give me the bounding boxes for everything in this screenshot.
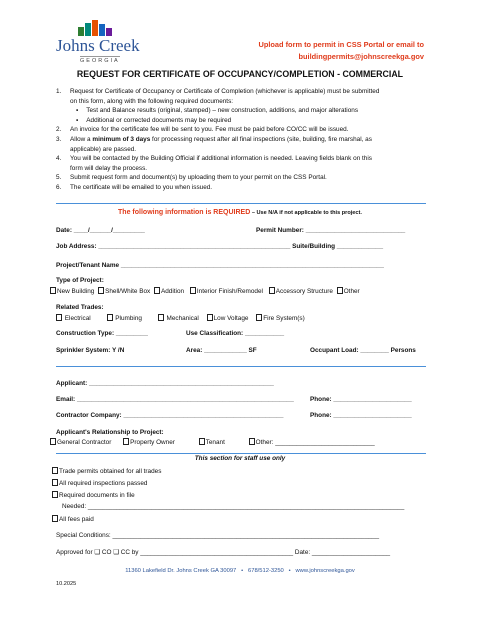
staff-item-label: Required documents in file <box>59 492 135 499</box>
footer-address: 11360 Lakefield Dr. Johns Creek GA 30097 <box>125 568 237 574</box>
emphasis: minimum of 3 days <box>92 136 151 143</box>
checkbox[interactable] <box>158 314 164 321</box>
upload-notice-line1: Upload form to permit in CSS Portal or email to <box>258 40 424 49</box>
logo-name: Johns Creek <box>56 36 140 55</box>
staff-item-label: Trade permits obtained for all trades <box>59 468 162 475</box>
trade-low-voltage: Low Voltage <box>213 315 249 322</box>
email-field[interactable]: Email: _____________________________________________________________ <box>56 396 294 403</box>
instruction-text: on this form, along with the following required documents: <box>70 97 234 105</box>
checkbox[interactable] <box>107 314 113 321</box>
staff-item <box>52 479 147 488</box>
checkbox[interactable] <box>123 438 129 445</box>
instruction-number: 6. <box>56 184 62 191</box>
checkbox[interactable] <box>56 314 62 321</box>
permit-number-field[interactable]: Permit Number: ____________________________ <box>256 227 406 234</box>
project-type-new: New Building <box>57 288 95 295</box>
instruction-text: You will be contacted by the Building Official if additional information is needed. Leaving fields blank on this <box>70 155 372 163</box>
form-version: 10.2025 <box>56 581 77 587</box>
footer-phone: 678/512-3250 <box>248 568 284 574</box>
footer-contact <box>0 567 480 575</box>
instruction-line <box>76 107 358 115</box>
project-type-accessory: Accessory Structure <box>275 288 333 295</box>
job-address-field[interactable]: Job Address: ______________________________________________________ Suite/Building _____________ <box>56 243 384 250</box>
form-title: REQUEST FOR CERTIFICATE OF OCCUPANCY/COMPLETION - COMMERCIAL <box>76 69 404 79</box>
upload-notice-email[interactable]: buildingpermits@johnscreekga.gov <box>298 52 424 61</box>
trade-fire: Fire System(s) <box>263 315 305 322</box>
use-classification-field[interactable]: Use Classification: ___________ <box>186 330 285 337</box>
staff-item <box>52 515 94 524</box>
instruction-text: The certificate will be emailed to you when issued. <box>70 184 213 191</box>
staff-item <box>52 467 161 476</box>
rel-tenant: Tenant <box>205 439 225 446</box>
applicant-field[interactable]: Applicant: ____________________________________________________ <box>56 380 274 387</box>
instruction-text: form will delay the process. <box>70 164 148 172</box>
logo-state: GEORGIA <box>80 58 120 64</box>
staff-item-label: All required inspections passed <box>59 480 148 487</box>
checkbox[interactable] <box>50 287 56 294</box>
rel-property-owner: Property Owner <box>130 439 175 446</box>
rel-general-contractor: General Contractor <box>57 439 112 446</box>
footer-separator: • <box>241 568 244 574</box>
trade-options <box>56 314 305 323</box>
checkbox[interactable] <box>52 479 58 486</box>
instruction-line <box>76 117 231 125</box>
checkbox[interactable] <box>154 287 160 294</box>
trade-mechanical: Mechanical <box>166 315 199 322</box>
instruction-text: Additional or corrected documents may be required <box>86 116 232 124</box>
project-type-interior: Interior Finish/Remodel <box>196 288 263 295</box>
required-notice <box>0 209 480 217</box>
instruction-line <box>56 174 327 182</box>
bullet-icon: ▪ <box>76 107 79 115</box>
checkbox[interactable] <box>98 287 104 294</box>
required-sub: – Use N/A if not applicable to this project. <box>250 210 362 216</box>
instruction-number: 2. <box>56 126 62 134</box>
instruction-line <box>56 155 372 163</box>
project-type-options <box>50 287 360 296</box>
instruction-line <box>70 98 233 106</box>
checkbox[interactable] <box>249 438 255 445</box>
footer-website[interactable]: www.johnscreekga.gov <box>295 568 355 574</box>
staff-section-header: This section for staff use only <box>194 455 286 462</box>
contractor-company-field[interactable]: Contractor Company: _____________________________________________ <box>56 412 284 419</box>
approved-for-field[interactable]: Approved for ❑ CO ❑ CC by ___________________________________________ Date: ______________________ <box>56 549 391 556</box>
instruction-number: 5. <box>56 174 62 182</box>
sprinkler-field[interactable]: Sprinkler System: Y /N <box>56 347 125 354</box>
checkbox[interactable] <box>337 287 343 294</box>
instruction-text: applicable) are passed. <box>70 145 137 153</box>
area-field[interactable]: Area: ____________ SF <box>186 347 257 354</box>
relationship-label: Applicant's Relationship to Project: <box>56 429 164 436</box>
checkbox[interactable] <box>199 438 205 445</box>
type-of-project-label: Type of Project: <box>56 277 104 284</box>
special-conditions-field[interactable]: Special Conditions: ___________________________________________________________________________ <box>56 532 380 539</box>
project-type-addition: Addition <box>160 288 185 295</box>
phone-field[interactable]: Phone: ______________________ <box>310 396 412 403</box>
instruction-line <box>56 136 372 144</box>
rel-other: Other: ____________________________ <box>255 439 375 446</box>
instruction-text: An invoice for the certificate fee will be sent to you. Fee must be paid before CO/CC will be issued. <box>70 126 349 134</box>
required-main: The following information is REQUIRED <box>118 209 251 216</box>
instruction-number: 4. <box>56 155 62 163</box>
trade-plumbing: Plumbing <box>115 315 142 322</box>
staff-item-label: All fees paid <box>59 516 94 523</box>
instruction-number: 1. <box>56 88 62 95</box>
instruction-text: Request for Certificate of Occupancy or Certificate of Completion (whichever is applicable) must be submitted <box>70 88 380 95</box>
construction-type-field[interactable]: Construction Type: _________ <box>56 330 148 337</box>
checkbox[interactable] <box>269 287 275 294</box>
needed-field[interactable]: Needed: _________________________________________________________________________________________ <box>62 503 405 510</box>
bullet-icon: ▪ <box>76 116 79 124</box>
divider <box>56 366 426 367</box>
footer-separator: • <box>288 568 291 574</box>
occupant-load-field[interactable]: Occupant Load: ________ Persons <box>310 347 416 354</box>
trade-electrical: Electrical <box>64 315 91 322</box>
logo-bars-icon <box>78 20 118 36</box>
instruction-line <box>56 88 379 96</box>
instruction-line <box>70 165 147 173</box>
city-logo <box>56 20 146 66</box>
date-field[interactable]: Date: ____/______/_________ <box>56 227 145 234</box>
checkbox[interactable] <box>52 467 58 474</box>
staff-item <box>52 491 135 500</box>
project-tenant-field[interactable]: Project/Tenant Name __________________________________________________________________________ <box>56 262 384 269</box>
divider <box>56 453 426 454</box>
contractor-phone-field[interactable]: Phone: ______________________ <box>310 412 412 419</box>
instruction-text: Test and Balance results (original, stamped) – new construction, additions, and major alterations <box>86 107 359 115</box>
project-type-shell: Shell/White Box <box>105 288 151 295</box>
instruction-line <box>56 126 348 134</box>
relationship-options <box>50 438 375 447</box>
checkbox[interactable] <box>190 287 196 294</box>
instruction-line <box>70 146 136 154</box>
related-trades-label: Related Trades: <box>56 304 104 311</box>
project-type-other: Other <box>343 288 360 295</box>
checkbox[interactable] <box>50 438 56 445</box>
checkbox[interactable] <box>52 491 58 498</box>
checkbox[interactable] <box>256 314 262 321</box>
instruction-text: Submit request form and document(s) by uploading them to your permit on the CSS Portal. <box>70 174 327 182</box>
checkbox[interactable] <box>52 515 58 522</box>
instruction-text: Allow a minimum of 3 days for processing request after all final inspections (site, building, fire marshal, as <box>70 136 372 143</box>
checkbox[interactable] <box>207 314 213 321</box>
divider <box>56 203 426 204</box>
instruction-number: 3. <box>56 136 62 143</box>
instruction-line <box>56 184 212 192</box>
